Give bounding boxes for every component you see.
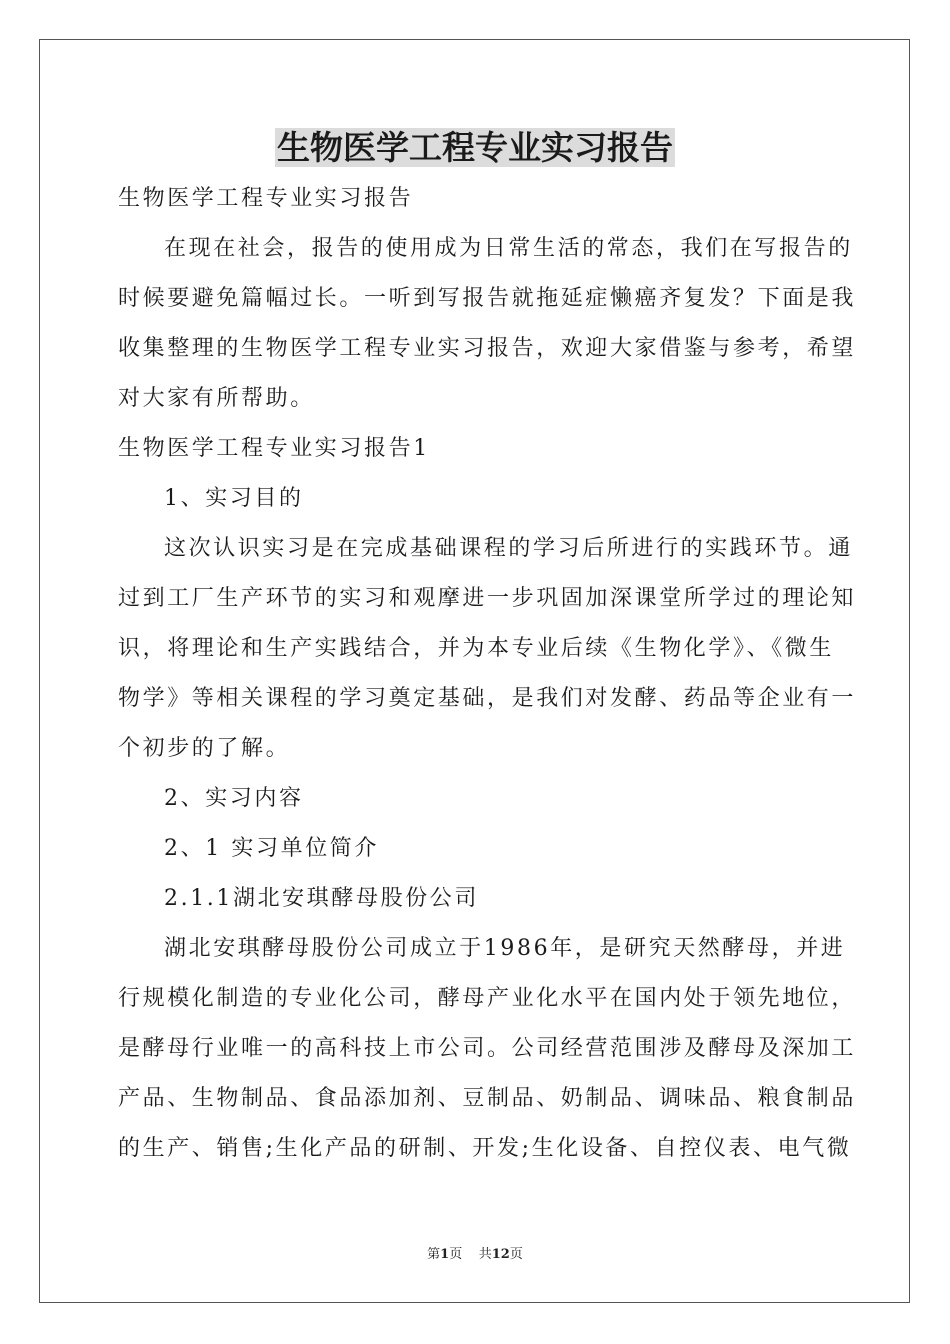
paragraph-line: 这次认识实习是在完成基础课程的学习后所进行的实践环节。通 xyxy=(164,536,853,561)
paragraph-line: 的生产、销售;生化产品的研制、开发;生化设备、自控仪表、电气微 xyxy=(118,1136,852,1161)
document-title: 生物医学工程专业实习报告 xyxy=(277,128,673,167)
subsection-heading: 2、实习内容 xyxy=(164,786,304,811)
section-heading: 生物医学工程专业实习报告1 xyxy=(118,436,430,461)
paragraph-line: 湖北安琪酵母股份公司成立于1986年，是研究天然酵母，并进 xyxy=(164,936,846,961)
paragraph-line: 产品、生物制品、食品添加剂、豆制品、奶制品、调味品、粮食制品 xyxy=(118,1086,857,1111)
paragraph-line: 对大家有所帮助。 xyxy=(118,386,315,411)
total-prefix: 共 xyxy=(478,1247,492,1262)
paragraph-line: 行规模化制造的专业化公司，酵母产业化水平在国内处于领先地位， xyxy=(118,986,857,1011)
page-number: 1 xyxy=(440,1247,450,1262)
page-footer xyxy=(0,1246,950,1264)
subsection-heading: 2.1.1湖北安琪酵母股份公司 xyxy=(164,886,479,911)
paragraph-line: 收集整理的生物医学工程专业实习报告，欢迎大家借鉴与参考，希望 xyxy=(118,336,857,361)
subtitle-line: 生物医学工程专业实习报告 xyxy=(118,186,414,211)
total-pages: 12 xyxy=(491,1247,510,1262)
subsection-heading: 1、实习目的 xyxy=(164,486,304,511)
paragraph-line: 物学》等相关课程的学习奠定基础，是我们对发酵、药品等企业有一 xyxy=(118,686,857,711)
paragraph-line: 个初步的了解。 xyxy=(118,736,291,761)
paragraph-line: 识，将理论和生产实践结合，并为本专业后续《生物化学》、《微生 xyxy=(118,636,835,661)
paragraph-line: 时候要避免篇幅过长。一听到写报告就拖延症懒癌齐复发？下面是我 xyxy=(118,286,857,311)
paragraph-line: 在现在社会，报告的使用成为日常生活的常态，我们在写报告的 xyxy=(164,236,853,261)
paragraph-line: 是酵母行业唯一的高科技上市公司。公司经营范围涉及酵母及深加工 xyxy=(118,1036,857,1061)
paragraph-line: 过到工厂生产环节的实习和观摩进一步巩固加深课堂所学过的理论知 xyxy=(118,586,857,611)
total-suffix: 页 xyxy=(509,1247,523,1262)
subsection-heading: 2、1 实习单位简介 xyxy=(164,836,379,861)
page-suffix: 页 xyxy=(449,1247,463,1262)
page-prefix: 第 xyxy=(427,1247,441,1262)
